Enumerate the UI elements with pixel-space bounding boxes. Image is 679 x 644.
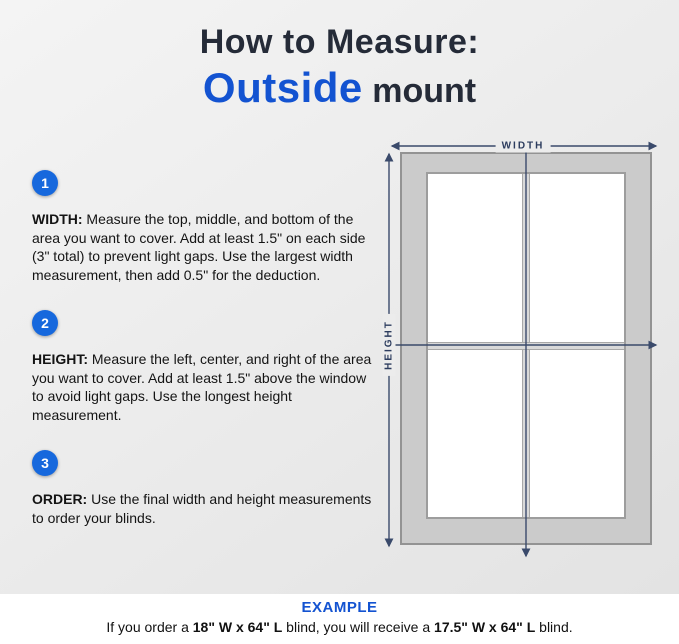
title-highlight: Outside: [202, 64, 363, 112]
example-footer: [0, 594, 679, 644]
example-text-1: If you order a: [106, 619, 193, 635]
step-width-body: Measure the top, middle, and bottom of the area you want to cover. Add at least 1.5" on each side (3" total) to prevent light gaps. Use the largest width measurement, then add 0.5" for the deduction.: [32, 211, 366, 283]
title-line1: How to Measure:: [199, 23, 480, 61]
step-height-text: [32, 350, 378, 424]
height-measure-label: HEIGHT: [383, 314, 396, 376]
window-glass: [426, 172, 626, 519]
step-number-badge: 3: [32, 450, 58, 476]
window-mullion-horizontal: [428, 342, 624, 350]
example-size-ordered: 18" W x 64" L: [192, 619, 283, 635]
title-line2: [0, 65, 679, 111]
step-number-badge: 2: [32, 310, 58, 336]
step-order-body: Use the final width and height measurements to order your blinds.: [32, 491, 372, 526]
step-height-body: Measure the left, center, and right of the area you want to cover. Add at least 1.5" above the window to avoid light gaps. Use the longest height measurement.: [32, 351, 372, 423]
step-height: [32, 310, 378, 438]
example-heading: EXAMPLE: [301, 599, 378, 616]
page-title: [0, 24, 679, 112]
width-measure-label: WIDTH: [496, 140, 551, 153]
step-order-text: [32, 490, 378, 527]
example-line: [0, 619, 679, 635]
step-width-label: WIDTH:: [32, 211, 83, 227]
step-order-label: ORDER:: [32, 491, 88, 507]
step-width: [32, 170, 378, 298]
step-order: [32, 450, 378, 541]
title-suffix: mount: [362, 72, 477, 111]
step-height-label: HEIGHT:: [32, 351, 88, 367]
example-text-3: blind.: [535, 619, 573, 635]
step-width-text: [32, 210, 378, 284]
window-frame: [400, 152, 652, 545]
example-size-received: 17.5" W x 64" L: [434, 619, 536, 635]
step-number-badge: 1: [32, 170, 58, 196]
example-text-2: blind, you will receive a: [282, 619, 435, 635]
